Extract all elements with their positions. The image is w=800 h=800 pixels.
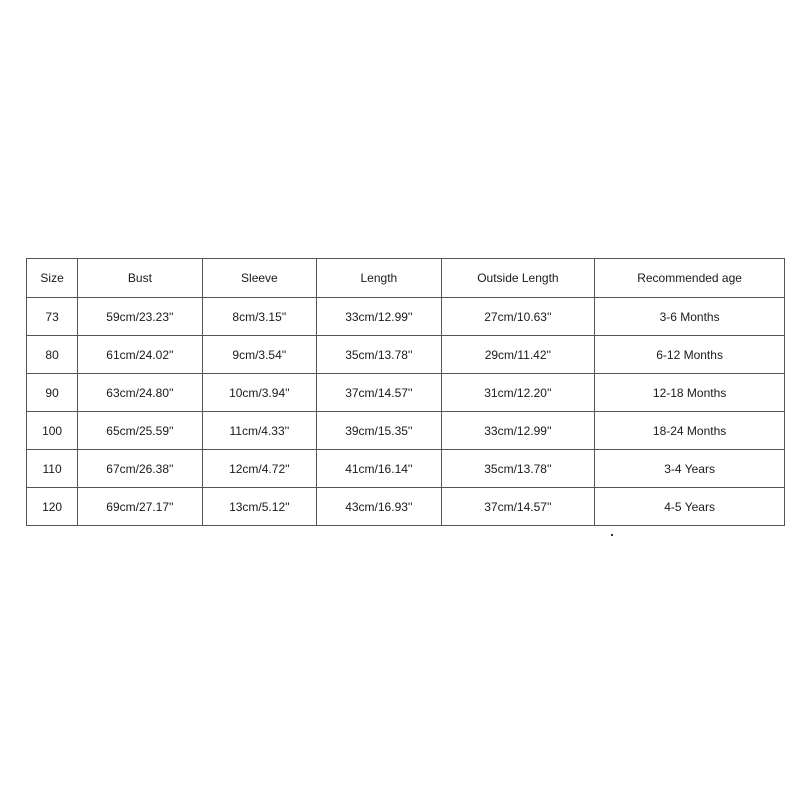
stray-dot-mark <box>611 534 613 536</box>
cell-size: 73 <box>27 298 78 336</box>
table-row <box>27 374 785 412</box>
cell-bust: 61cm/24.02'' <box>78 336 202 374</box>
cell-outside-length: 35cm/13.78'' <box>441 450 595 488</box>
cell-bust: 59cm/23.23'' <box>78 298 202 336</box>
table-row <box>27 488 785 526</box>
cell-recommended-age: 18-24 Months <box>595 412 785 450</box>
cell-length: 39cm/15.35'' <box>317 412 441 450</box>
cell-size: 90 <box>27 374 78 412</box>
cell-sleeve: 9cm/3.54'' <box>202 336 316 374</box>
cell-size: 100 <box>27 412 78 450</box>
cell-recommended-age: 3-6 Months <box>595 298 785 336</box>
cell-sleeve: 8cm/3.15'' <box>202 298 316 336</box>
header-size: Size <box>27 259 78 298</box>
header-row <box>27 259 785 298</box>
size-chart-table <box>26 258 785 526</box>
cell-size: 110 <box>27 450 78 488</box>
cell-sleeve: 11cm/4.33'' <box>202 412 316 450</box>
header-outside-length: Outside Length <box>441 259 595 298</box>
cell-length: 33cm/12.99'' <box>317 298 441 336</box>
table-row <box>27 450 785 488</box>
cell-bust: 67cm/26.38'' <box>78 450 202 488</box>
cell-length: 43cm/16.93'' <box>317 488 441 526</box>
cell-length: 37cm/14.57'' <box>317 374 441 412</box>
cell-outside-length: 29cm/11.42'' <box>441 336 595 374</box>
cell-sleeve: 13cm/5.12'' <box>202 488 316 526</box>
header-length: Length <box>317 259 441 298</box>
table-row <box>27 336 785 374</box>
cell-length: 35cm/13.78'' <box>317 336 441 374</box>
cell-outside-length: 27cm/10.63'' <box>441 298 595 336</box>
table-row <box>27 298 785 336</box>
cell-sleeve: 10cm/3.94'' <box>202 374 316 412</box>
cell-recommended-age: 12-18 Months <box>595 374 785 412</box>
cell-bust: 65cm/25.59'' <box>78 412 202 450</box>
cell-outside-length: 33cm/12.99'' <box>441 412 595 450</box>
cell-bust: 63cm/24.80'' <box>78 374 202 412</box>
header-recommended-age: Recommended age <box>595 259 785 298</box>
cell-length: 41cm/16.14'' <box>317 450 441 488</box>
cell-recommended-age: 4-5 Years <box>595 488 785 526</box>
cell-outside-length: 31cm/12.20'' <box>441 374 595 412</box>
cell-size: 120 <box>27 488 78 526</box>
cell-bust: 69cm/27.17'' <box>78 488 202 526</box>
cell-recommended-age: 6-12 Months <box>595 336 785 374</box>
cell-sleeve: 12cm/4.72'' <box>202 450 316 488</box>
table-row <box>27 412 785 450</box>
cell-outside-length: 37cm/14.57'' <box>441 488 595 526</box>
cell-recommended-age: 3-4 Years <box>595 450 785 488</box>
cell-size: 80 <box>27 336 78 374</box>
header-sleeve: Sleeve <box>202 259 316 298</box>
header-bust: Bust <box>78 259 202 298</box>
